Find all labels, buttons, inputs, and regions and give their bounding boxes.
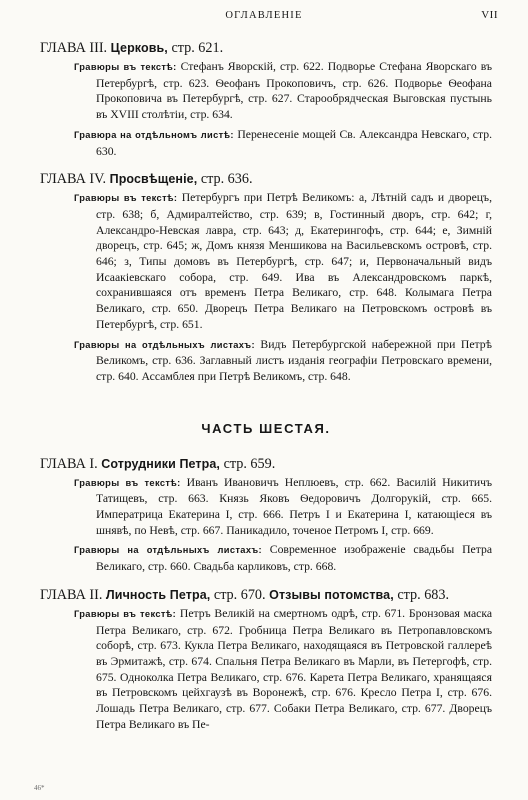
toc-entry <box>74 606 492 733</box>
entry-label: Гравюры въ текстѣ: <box>74 62 177 72</box>
entry-label: Гравюры на отдѣльныхъ листахъ: <box>74 339 255 350</box>
chapter-heading <box>40 587 492 604</box>
entry-text: Перенесеніе мощей Св. Александра Невскаго, стр. 630. <box>96 127 493 158</box>
chapter-pages: стр. 659. <box>223 455 276 472</box>
part-title: ЧАСТЬ ШЕСТАЯ. <box>201 420 331 436</box>
chapter-number: ГЛАВА IV. <box>40 171 107 188</box>
entry-text: Петръ Великій на смертномъ одрѣ, стр. 671. Бронзовая маска Петра Великаго, стр. 672. Гробница Петра Великаго въ Петропавловскомъ соборѣ, стр. 673. Кукла Петра Великаго, находящаяся въ Петровской галлереѣ въ Эрмитажѣ, стр. 674. Спальня Петра Великаго въ Марли, въ Петергофѣ, стр. 675. Одноколка Петра Великаго, стр. 676. Карета Петра Великаго, хранящаяся въ Петровскомъ цейхгаузѣ въ Воронежѣ, стр. 676. Кресло Петра I, стр. 676. Лошадь Петра Великаго, стр. 677. Собаки Петра Великаго, стр. 677. Дворецъ Петра Великаго въ Пе- <box>96 606 493 731</box>
entry-text: Современное изображеніе свадьбы Петра Великаго, стр. 660. Свадьба карликовъ, стр. 668. <box>96 543 493 574</box>
chapter-title: Сотрудники Петра, <box>101 456 221 471</box>
chapter-heading <box>40 171 492 188</box>
chapter-number: ГЛАВА III. <box>40 40 108 56</box>
toc-entry <box>74 337 492 385</box>
chapter-title: Личность Петра, <box>105 587 211 602</box>
toc-entry <box>74 59 492 123</box>
chapter-number: ГЛАВА I. <box>40 455 98 472</box>
chapter-subtitle: Отзывы потомства, <box>269 587 394 602</box>
chapter-number: ГЛАВА II. <box>40 586 103 603</box>
signature-mark: 46* <box>34 784 45 792</box>
chapter-heading <box>40 456 492 473</box>
entry-label: Гравюры въ текстѣ: <box>74 608 177 619</box>
chapter-title: Просвѣщеніе, <box>109 172 198 187</box>
entry-label: Гравюры на отдѣльныхъ листахъ: <box>74 545 262 556</box>
running-head: ОГЛАВЛЕНІЕ <box>225 10 303 21</box>
toc-entry <box>74 190 492 332</box>
chapter-pages: стр. 636. <box>200 171 253 188</box>
entry-text: Петербургъ при Петрѣ Великомъ: а, Лѣтній садъ и дворецъ, стр. 638; б, Адмиралтейство, стр. 639; в, Гостинный дворъ, стр. 642; г, Александро-Невская лавра, стр. 643; д, Екатерингофъ, стр. 644; е, Зимній дворецъ, стр. 645; ж, Домъ князя Меншикова на Васильевскомъ островѣ, стр. 646; з, Типы домовъ въ Петербургѣ, стр. 647; и, Первоначальный видъ Исаакіевскаго собора, стр. 649. Ива въ Александровскомъ паркѣ, сохранившаяся отъ временъ Петра Великаго, стр. 648. Колымага Петра Великаго, стр. 650. Дворецъ Петра Великаго на Петровскомъ островѣ въ Петербургѣ, стр. 651. <box>96 191 492 331</box>
entry-text: Иванъ Ивановичъ Неплюевъ, стр. 662. Василій Никитичъ Татищевъ, стр. 663. Князь Яковъ Ѳедоровичъ Долгорукій, стр. 665. Императрица Екатерина I, стр. 666. Петръ I и Екатерина I, катающіеся въ шнявѣ, по Невѣ, стр. 667. Паникадило, точеное Петромъ I, стр. 669. <box>96 475 493 537</box>
chapter-pages: стр. 621. <box>171 40 224 56</box>
page-number: VII <box>481 9 498 21</box>
entry-label: Гравюры въ текстѣ: <box>74 477 181 488</box>
chapter-subtitle-pages: стр. 683. <box>397 586 450 603</box>
chapter-heading <box>40 40 492 57</box>
chapter-pages: стр. 670. <box>213 586 266 603</box>
entry-text: Видъ Петербургской набережной при Петрѣ Великомъ, стр. 636. Заглавный листъ изданія географіи Петровскаго времени, стр. 640. Ассамблея при Петрѣ Великомъ, стр. 648. <box>96 337 492 383</box>
toc-entry <box>74 542 492 574</box>
toc-entry <box>74 475 492 539</box>
entry-text: Стефанъ Яворскій, стр. 622. Подворье Стефана Яворскаго въ Петербургѣ, стр. 623. Ѳеофанъ Прокоповичъ, стр. 626. Подворье Ѳеофана Прокоповича въ Петербургѣ, стр. 627. Старообрядческая Выговская пустынь въ XVIII столѣтіи, стр. 634. <box>96 60 493 122</box>
toc-entry <box>74 127 492 159</box>
entry-label: Гравюры въ текстѣ: <box>74 193 178 204</box>
entry-label: Гравюра на отдѣльномъ листѣ: <box>74 129 234 140</box>
toc-content <box>40 40 492 737</box>
chapter-title: Церковь, <box>110 41 168 55</box>
